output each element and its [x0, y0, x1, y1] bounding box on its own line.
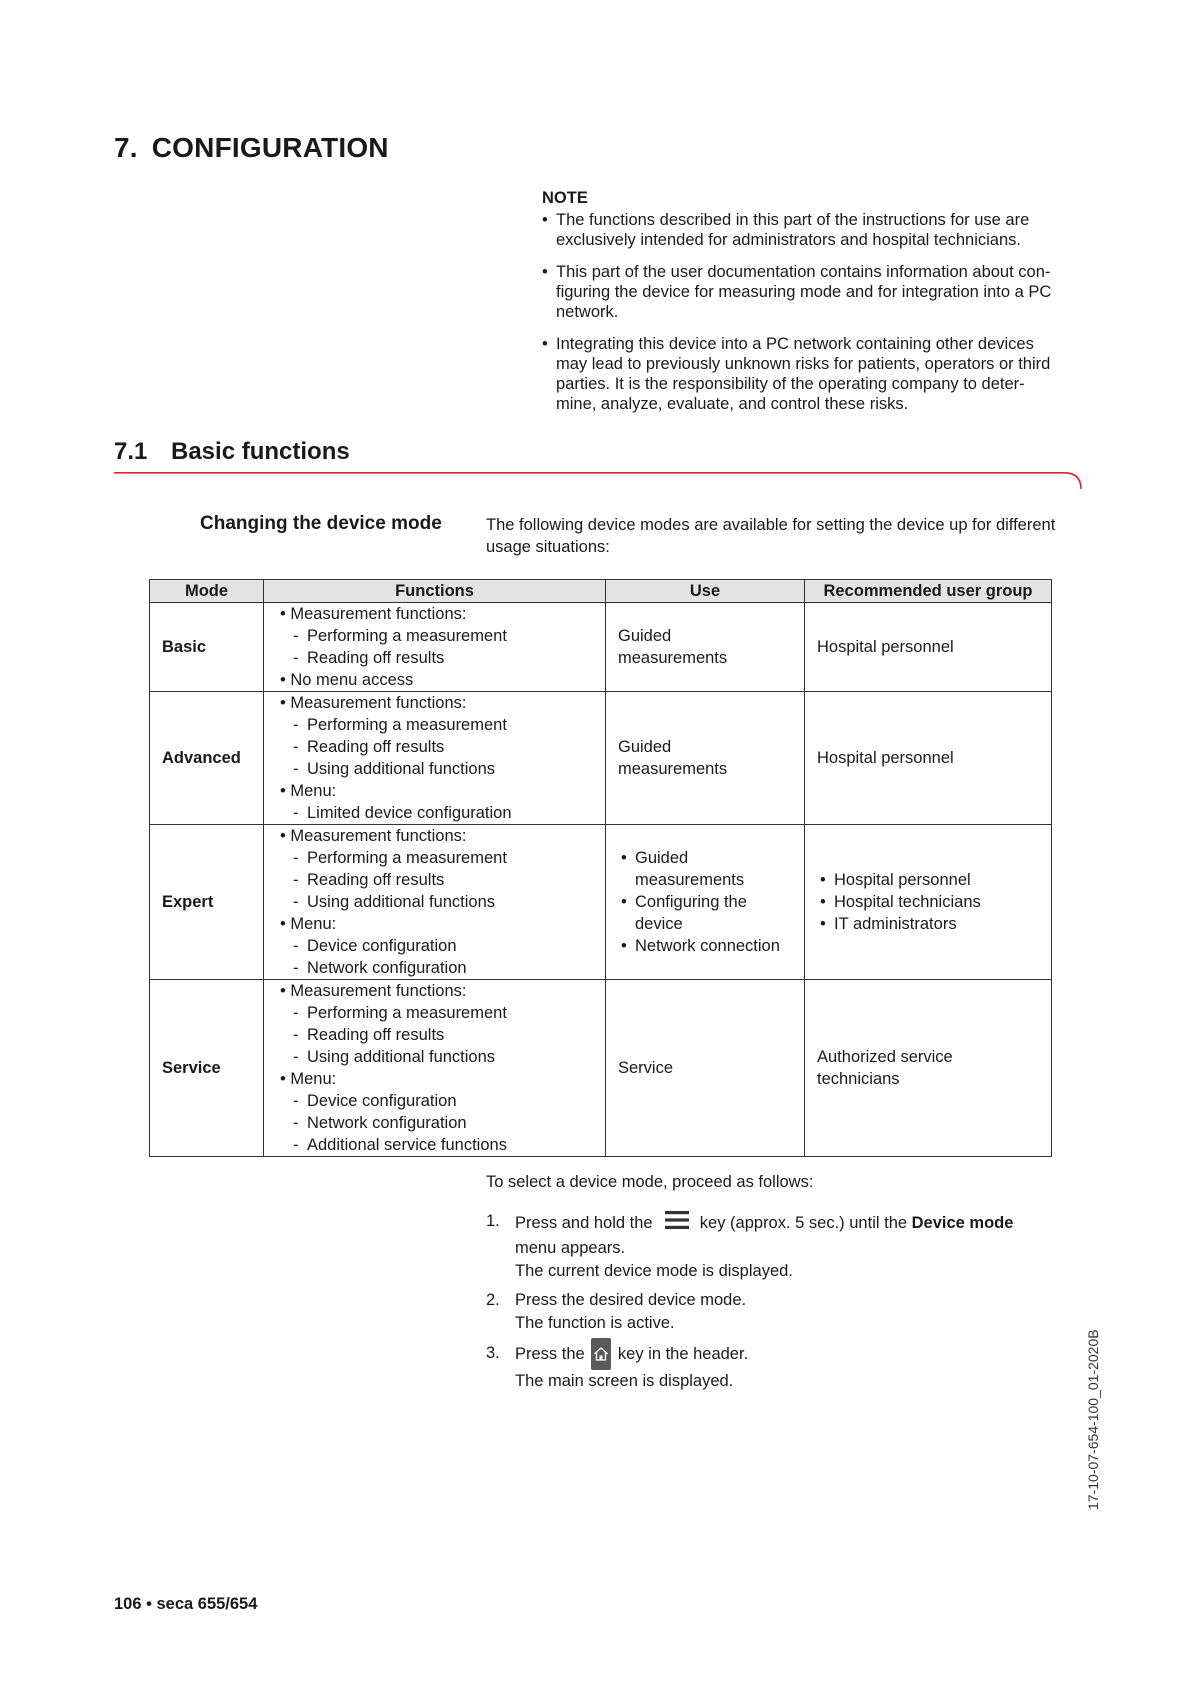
user-group-cell [805, 825, 1052, 980]
cell-line: Hospital personnel [817, 638, 954, 656]
function-item: - Reading off results [280, 647, 597, 669]
function-item: - Performing a measurement [280, 714, 597, 736]
note-box [542, 188, 1092, 426]
section-title: 7.1 Basic functions [114, 438, 350, 465]
function-item: - Reading off results [280, 736, 597, 758]
function-item: • Menu: [280, 780, 597, 802]
function-item: • No menu access [280, 669, 597, 691]
function-item: - Performing a measurement [280, 625, 597, 647]
chapter-title: 7. CONFIGURATION [114, 132, 389, 163]
use-cell [606, 825, 805, 980]
note-heading: NOTE [542, 189, 588, 207]
column-header: Recommended user group [805, 580, 1052, 603]
step-1: 1. Press and hold the key (approx. 5 sec.) until the Device mode menu appears. The current device mode is displayed. [486, 1212, 1014, 1280]
table-row [150, 603, 1052, 692]
mode-cell: Expert [150, 825, 264, 980]
mode-cell: Basic [150, 603, 264, 692]
home-icon [591, 1338, 611, 1370]
function-item: • Measurement functions: [280, 692, 597, 714]
cell-line: measurements [618, 760, 728, 778]
functions-cell [264, 825, 606, 980]
function-item: - Performing a measurement [280, 847, 597, 869]
user-group-cell [805, 980, 1052, 1157]
function-item: • Measurement functions: [280, 980, 597, 1002]
table-header-row [150, 580, 1052, 603]
use-cell [606, 980, 805, 1157]
user-group-cell [805, 603, 1052, 692]
step-2: 2. Press the desired device mode. The function is active. [486, 1291, 747, 1332]
function-item: - Additional service functions [280, 1134, 597, 1156]
function-item: - Limited device configuration [280, 802, 597, 824]
user-group-cell [805, 692, 1052, 825]
table-row [150, 692, 1052, 825]
use-cell [606, 603, 805, 692]
page-footer: 106 • seca 655/654 [114, 1595, 258, 1613]
function-item: • Measurement functions: [280, 603, 597, 625]
list-item: • Hospital technicians [817, 891, 1039, 913]
note-bullet: • This part of the user documentation contains information about con- figuring the device for measuring mode and for integration into a PC network. [542, 262, 1092, 322]
functions-cell [264, 692, 606, 825]
section-rule [114, 472, 1082, 490]
list-item: • Hospital personnel [817, 869, 1039, 891]
mode-cell: Advanced [150, 692, 264, 825]
cell-line: Guided [618, 738, 672, 756]
column-header: Functions [264, 580, 606, 603]
function-item: - Performing a measurement [280, 1002, 597, 1024]
note-bullet: • The functions described in this part of the instructions for use are exclusively intended for administrators and hospital technicians. [542, 210, 1092, 250]
function-item: - Network configuration [280, 957, 597, 979]
column-header: Use [606, 580, 805, 603]
table-row [150, 980, 1052, 1157]
cell-line: measurements [618, 649, 728, 667]
cell-line: Guided [618, 627, 672, 645]
cell-line: technicians [817, 1070, 900, 1088]
column-header: Mode [150, 580, 264, 603]
cell-line: Hospital personnel [817, 749, 954, 767]
function-item: - Reading off results [280, 869, 597, 891]
list-item: • Guided measurements [618, 847, 798, 891]
function-item: - Using additional functions [280, 891, 597, 913]
function-item: • Measurement functions: [280, 825, 597, 847]
intro-text: The following device modes are available for setting the device up for different usage situations: [486, 516, 1056, 556]
list-item: • Configuring the device [618, 891, 798, 935]
functions-cell [264, 603, 606, 692]
functions-cell [264, 980, 606, 1157]
list-item: • Network connection [618, 935, 798, 957]
function-item: - Device configuration [280, 1090, 597, 1112]
function-item: - Device configuration [280, 935, 597, 957]
steps-intro: To select a device mode, proceed as follows: [486, 1173, 814, 1191]
list-item: • IT administrators [817, 913, 1039, 935]
use-cell [606, 692, 805, 825]
menu-icon [665, 1210, 689, 1237]
note-bullet: • Integrating this device into a PC network containing other devices may lead to previously unknown risks for patients, operators or third parties. It is the responsibility of the operating company to deter- mine, analyze, evaluate, and control these risks. [542, 334, 1092, 414]
function-item: • Menu: [280, 1068, 597, 1090]
cell-line: Authorized service [817, 1048, 953, 1066]
function-item: - Reading off results [280, 1024, 597, 1046]
function-item: - Using additional functions [280, 1046, 597, 1068]
document-code: 17-10-07-654-100_01-2020B [1085, 1329, 1101, 1510]
device-modes-table [149, 579, 1052, 1157]
mode-cell: Service [150, 980, 264, 1157]
subheading: Changing the device mode [200, 513, 442, 534]
step-3: 3. Press the key in the header. The main screen is displayed. [486, 1338, 1086, 1393]
function-item: - Network configuration [280, 1112, 597, 1134]
table-row [150, 825, 1052, 980]
cell-line: Service [618, 1059, 674, 1077]
function-item: - Using additional functions [280, 758, 597, 780]
function-item: • Menu: [280, 913, 597, 935]
